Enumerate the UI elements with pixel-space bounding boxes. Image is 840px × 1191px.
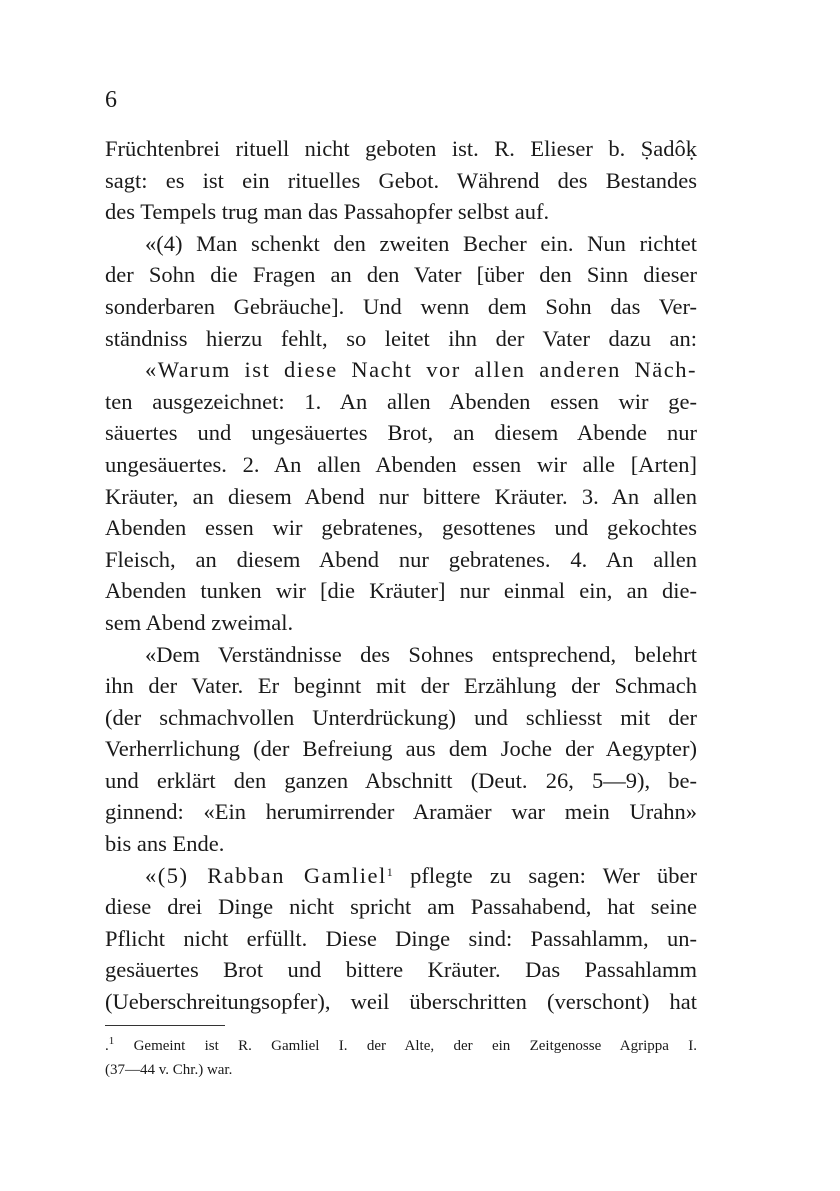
text-line: diese drei Dinge nicht spricht am Passahabend, hat seine xyxy=(105,894,697,920)
text-line: Kräuter, an diesem Abend nur bittere Kräuter. 3. An allen xyxy=(105,483,697,509)
text-line: der Sohn die Fragen an den Vater [über den Sinn dieser xyxy=(105,262,697,288)
footnote-line: (37—44 v. Chr.) war. xyxy=(105,1062,233,1078)
text-line: (Ueberschreitungsopfer), weil überschritten (verschont) hat xyxy=(105,989,697,1015)
text-line: ginnend: «Ein herumirrender Aramäer war mein Urahn» xyxy=(105,799,697,825)
text-line: Pflicht nicht erfüllt. Diese Dinge sind: Passahlamm, un- xyxy=(105,925,697,951)
text-line: sagt: es ist ein rituelles Gebot. Während des Bestandes xyxy=(105,167,697,193)
text-line: Abenden tunken wir [die Kräuter] nur einmal ein, an die- xyxy=(105,578,697,604)
text-line: ten ausgezeichnet: 1. An allen Abenden essen wir ge- xyxy=(105,388,697,414)
text-line: sonderbaren Gebräuche]. Und wenn dem Sohn das Ver- xyxy=(105,293,697,319)
text-line: Fleisch, an diesem Abend nur gebratenes. 4. An allen xyxy=(105,546,697,572)
footnote-reference: 1 xyxy=(386,864,393,879)
text-line: säuertes und ungesäuertes Brot, an diesem Abende nur xyxy=(105,420,697,446)
text-line: «(4) Man schenkt den zweiten Becher ein. Nun richtet xyxy=(145,230,697,256)
text-segment: pflegte zu sagen: Wer über xyxy=(392,862,697,888)
text-line: Verherrlichung (der Befreiung aus dem Joche der Aegypter) xyxy=(105,736,697,762)
text-line: bis ans Ende. xyxy=(105,831,225,857)
footnote-line xyxy=(105,1034,697,1058)
text-line: des Tempels trug man das Passahopfer selbst auf. xyxy=(105,199,550,225)
text-line: «Dem Verständnisse des Sohnes entsprechend, belehrt xyxy=(145,641,697,667)
text-line: Abenden essen wir gebratenes, gesottenes und gekochtes xyxy=(105,515,697,541)
page-number: 6 xyxy=(105,87,117,113)
text-line: sem Abend zweimal. xyxy=(105,609,294,635)
footnote-prefix: . xyxy=(105,1038,109,1054)
text-line: (der schmachvollen Unterdrückung) und schliesst mit der xyxy=(105,704,697,730)
text-line: Früchtenbrei rituell nicht geboten ist. R. Elieser b. Ṣadôḳ xyxy=(105,136,697,161)
footnote-marker xyxy=(105,1035,115,1054)
footnote-divider xyxy=(105,1025,225,1026)
text-line: ständniss hierzu fehlt, so leitet ihn der Vater dazu an: xyxy=(105,325,697,351)
text-line: und erklärt den ganzen Abschnitt (Deut. 26, 5—9), be- xyxy=(105,767,697,793)
body-text xyxy=(105,133,697,1018)
text-line: «Warum ist diese Nacht vor allen anderen Näch- xyxy=(145,357,697,383)
text-line: ihn der Vater. Er beginnt mit der Erzählung der Schmach xyxy=(105,673,697,699)
text-line xyxy=(105,860,697,892)
text-line: gesäuertes Brot und bittere Kräuter. Das Passahlamm xyxy=(105,957,697,983)
text-line: ungesäuertes. 2. An allen Abenden essen wir alle [Arten] xyxy=(105,451,697,477)
text-segment: «(5) Rabban Gamliel xyxy=(145,862,387,888)
footnote-text: Gemeint ist R. Gamliel I. der Alte, der ein Zeitgenosse Agrippa I. xyxy=(114,1038,697,1054)
footnote-number: 1 xyxy=(108,1035,115,1047)
footnote xyxy=(105,1034,697,1082)
